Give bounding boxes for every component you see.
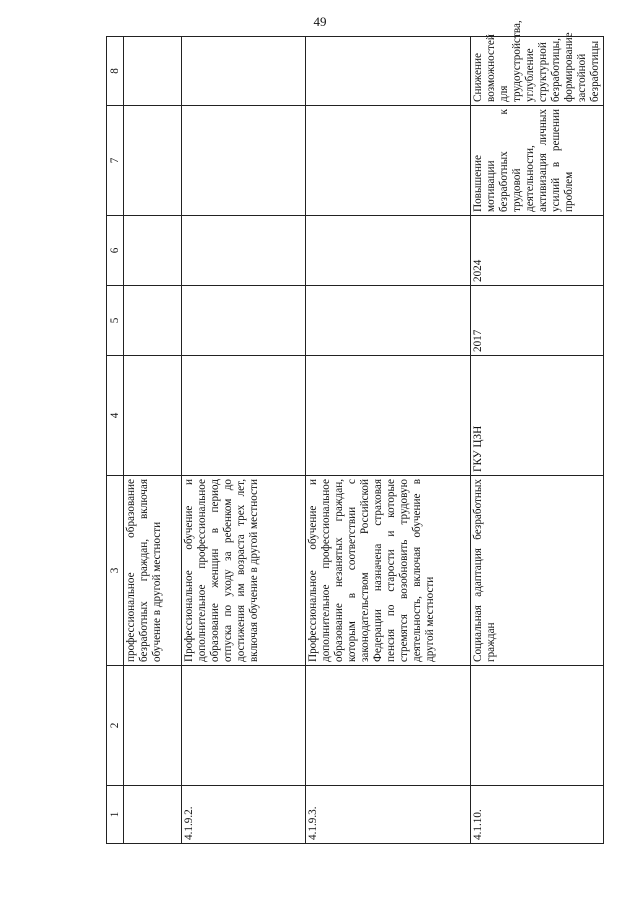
table-header-row	[107, 37, 124, 844]
row-code: 4.1.10.	[471, 786, 604, 844]
page-number: 49	[313, 14, 327, 29]
row-cell-2	[306, 666, 471, 786]
column-number-1: 1	[107, 786, 124, 844]
row-code: 4.1.9.3.	[306, 786, 471, 844]
row-code: 4.1.9.2.	[182, 786, 306, 844]
row-consequences	[182, 37, 306, 106]
row-executor	[306, 356, 471, 476]
column-number-8: 8	[107, 37, 124, 106]
column-number-7: 7	[107, 106, 124, 216]
row-consequences: Снижение возможностей для трудоустройства, углубление структурной безработицы, формирование застойной безработицы	[471, 37, 604, 106]
row-consequences	[124, 37, 182, 106]
row-measure-name: Социальная адаптация безработных граждан	[471, 476, 604, 666]
table-row	[182, 37, 306, 844]
row-consequences	[306, 37, 471, 106]
row-start-year	[182, 286, 306, 356]
row-start-year	[306, 286, 471, 356]
column-number-5: 5	[107, 286, 124, 356]
row-start-year: 2017	[471, 286, 604, 356]
row-expected-result	[124, 106, 182, 216]
row-executor	[182, 356, 306, 476]
column-number-3: 3	[107, 476, 124, 666]
table-row	[471, 37, 604, 844]
row-cell-2	[471, 666, 604, 786]
column-number-2: 2	[107, 666, 124, 786]
row-expected-result	[306, 106, 471, 216]
row-code	[124, 786, 182, 844]
row-cell-2	[124, 666, 182, 786]
row-expected-result	[182, 106, 306, 216]
column-number-4: 4	[107, 356, 124, 476]
row-expected-result: Повышение мотивации безработных к трудовой деятельности, активизация личных усилий в решении проблем	[471, 106, 604, 216]
row-executor: ГКУ ЦЗН	[471, 356, 604, 476]
row-end-year	[182, 216, 306, 286]
row-executor	[124, 356, 182, 476]
row-end-year	[124, 216, 182, 286]
row-end-year: 2024	[471, 216, 604, 286]
row-start-year	[124, 286, 182, 356]
row-cell-2	[182, 666, 306, 786]
row-measure-name: профессиональное образование безработных граждан, включая обучение в другой местности	[124, 476, 182, 666]
row-measure-name: Профессиональное обучение и дополнительное профессиональное образование женщин в период отпуска по уходу за ребенком до достижения им возраста трех лет, включая обучение в другой местности	[182, 476, 306, 666]
column-number-6: 6	[107, 216, 124, 286]
row-end-year	[306, 216, 471, 286]
table-row	[306, 37, 471, 844]
table-row	[124, 37, 182, 844]
row-measure-name: Профессиональное обучение и дополнительное профессиональное образование незанятых граждан, которым в соответствии с законодательством Российской Федерации назначена страховая пенсия по старости и которые стремятся возобновить трудовую деятельность, включая обучение в другой местности	[306, 476, 471, 666]
